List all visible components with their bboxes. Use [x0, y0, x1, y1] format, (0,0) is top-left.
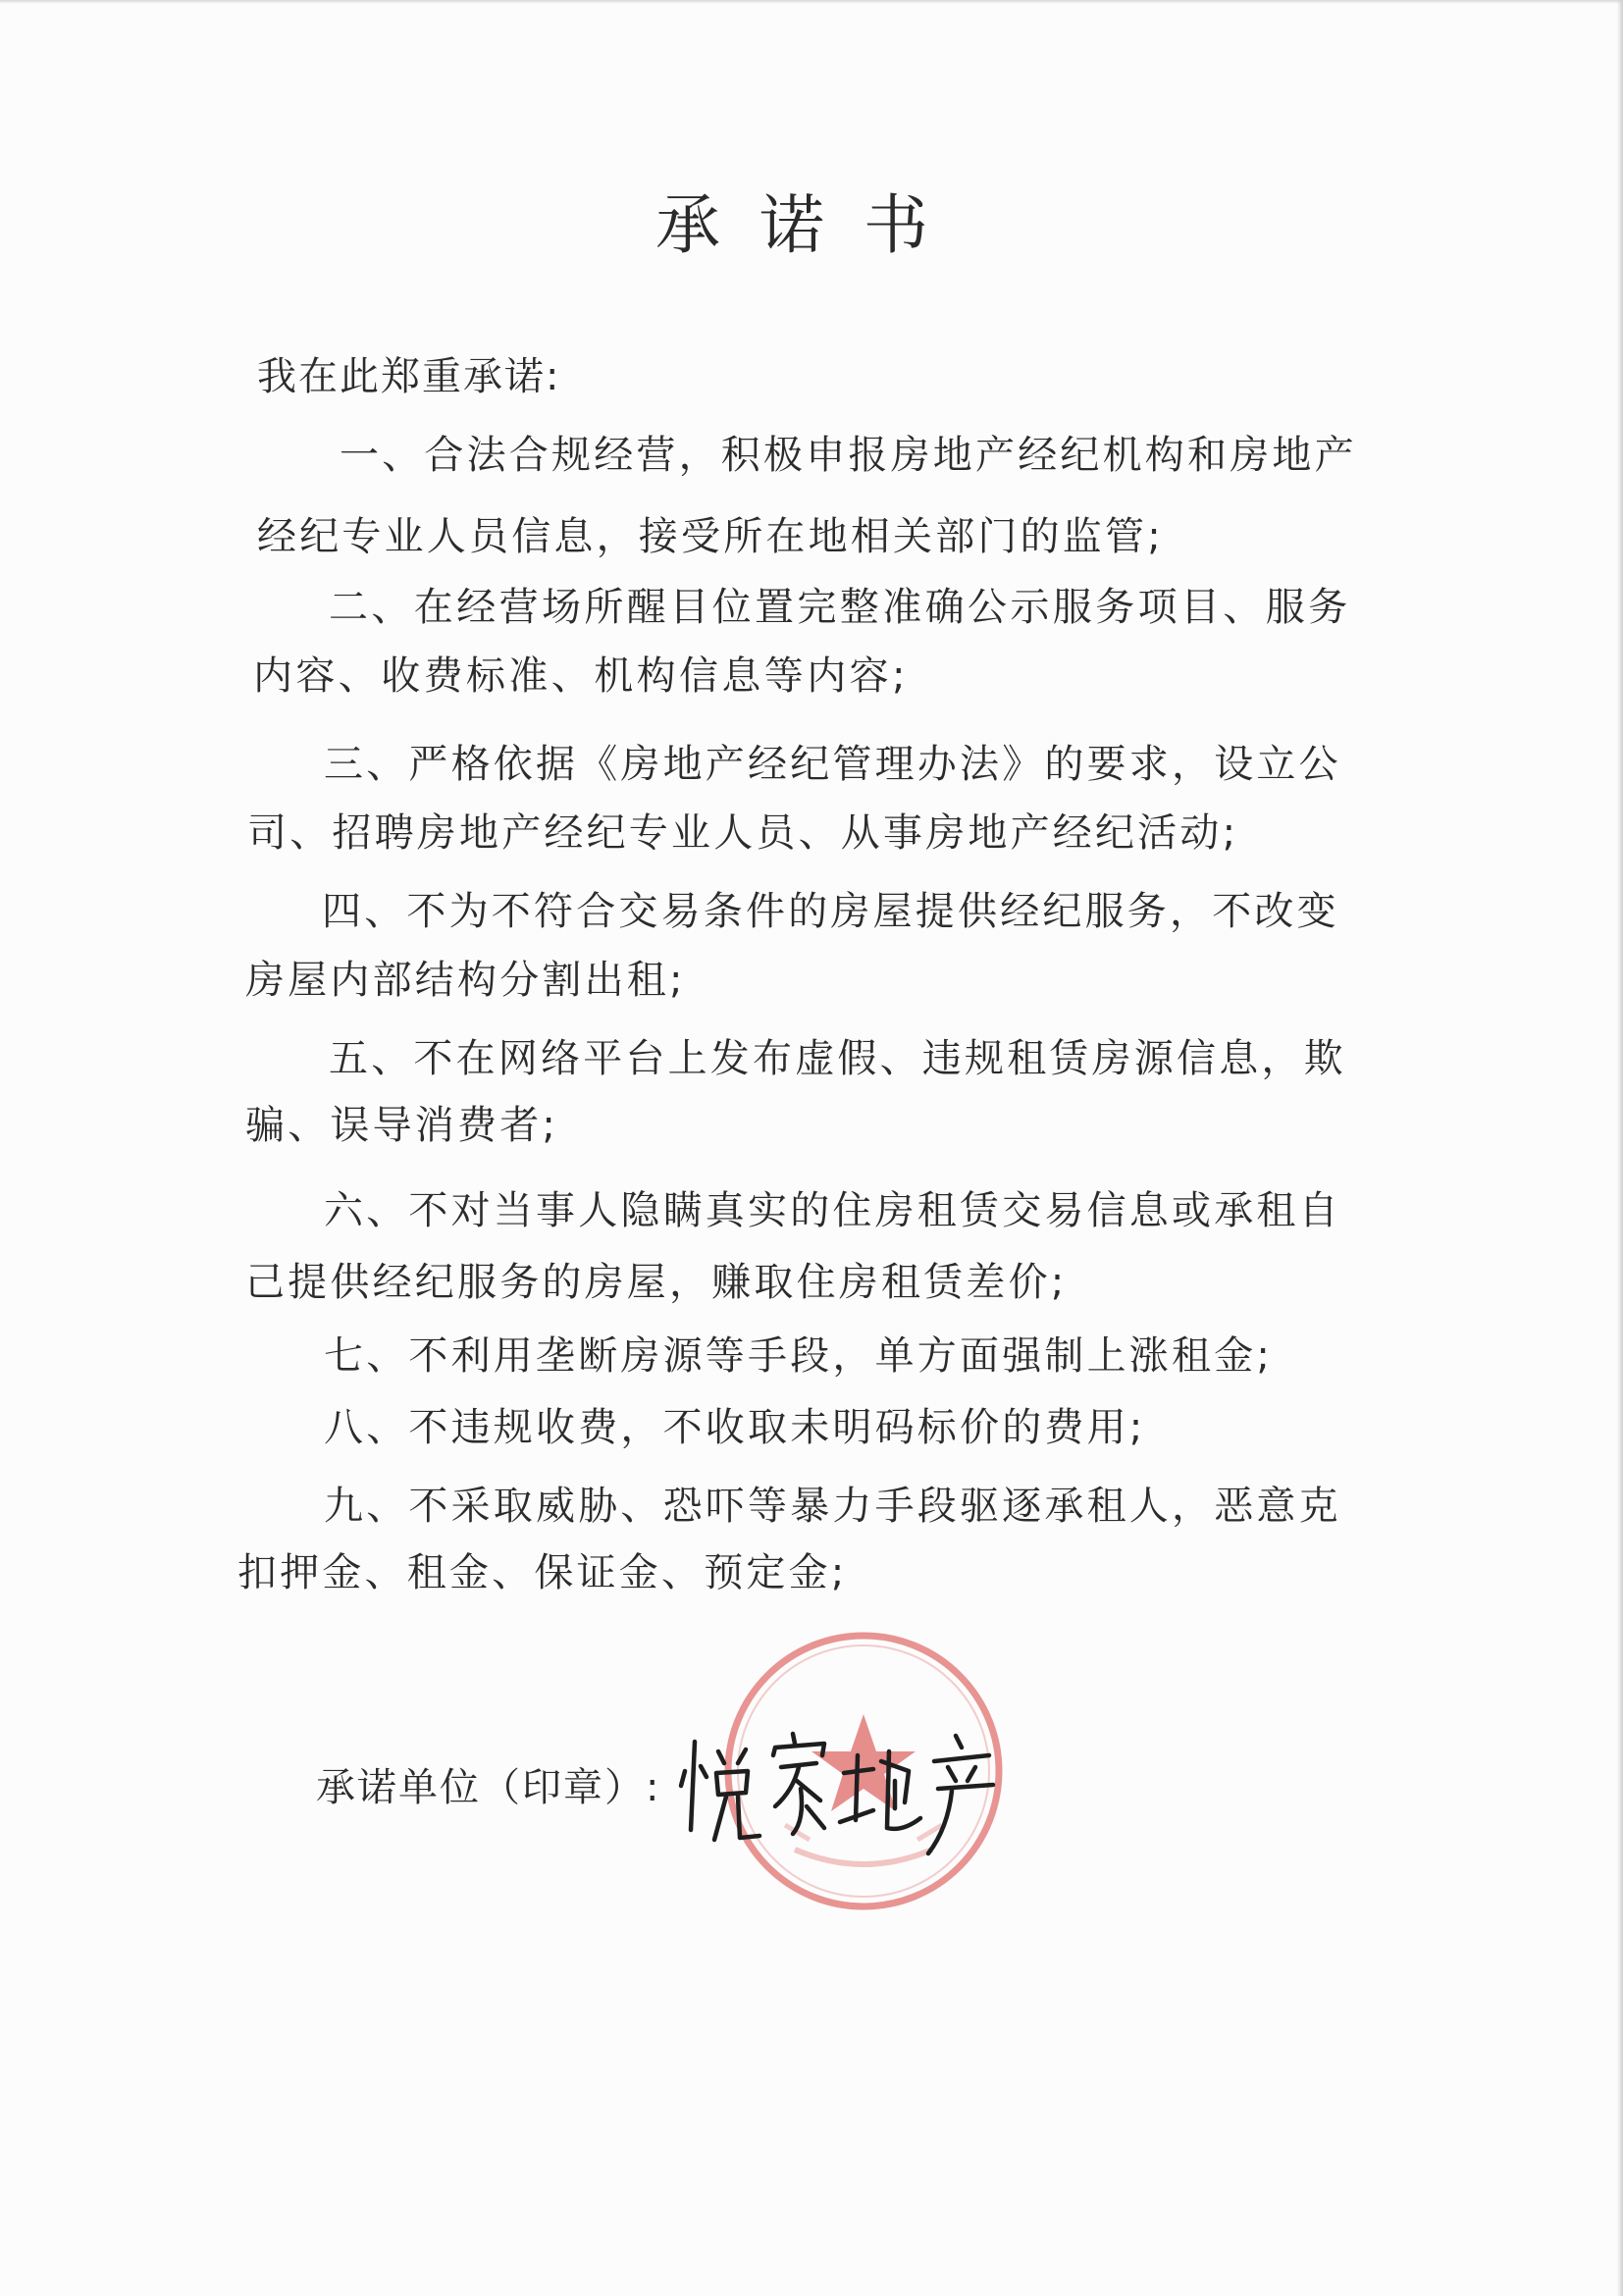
item-6-line-2: 己提供经纪服务的房屋，赚取住房租赁差价; [245, 1260, 1068, 1305]
item-3-line-1: 三、严格依据《房地产经纪管理办法》的要求，设立公 [324, 742, 1341, 787]
item-1-line-2: 经纪专业人员信息，接受所在地相关部门的监管; [257, 514, 1164, 559]
signature-label: 承诺单位（印章）: [316, 1765, 661, 1810]
item-4-line-2: 房屋内部结构分割出租; [245, 958, 686, 1003]
item-5-line-1: 五、不在网络平台上发布虚假、违规租赁房源信息，欺 [329, 1036, 1346, 1081]
item-2-line-2: 内容、收费标准、机构信息等内容; [253, 653, 909, 699]
item-6-line-1: 六、不对当事人隐瞒真实的住房租赁交易信息或承租自 [324, 1188, 1341, 1233]
item-9-line-1: 九、不采取威胁、恐吓等暴力手段驱逐承租人，恶意克 [324, 1484, 1341, 1529]
item-7-line-1: 七、不利用垄断房源等手段，单方面强制上涨租金; [324, 1333, 1274, 1379]
item-8-line-1: 八、不违规收费，不收取未明码标价的费用; [324, 1405, 1146, 1450]
item-3-line-2: 司、招聘房地产经纪专业人员、从事房地产经纪活动; [247, 810, 1239, 856]
item-9-line-2: 扣押金、租金、保证金、预定金; [237, 1550, 848, 1595]
document-title: 承诺书 [655, 187, 968, 263]
item-5-line-2: 骗、误导消费者; [245, 1103, 559, 1148]
handwritten-signature-icon [677, 1712, 1001, 1869]
item-1-line-1: 一、合法合规经营，积极申报房地产经纪机构和房地产 [340, 433, 1357, 478]
scan-edge-right [1617, 0, 1623, 2296]
intro-text: 我在此郑重承诺: [257, 354, 561, 399]
item-2-line-1: 二、在经营场所醒目位置完整准确公示服务项目、服务 [329, 585, 1351, 630]
scan-edge-top [0, 0, 1623, 4]
item-4-line-1: 四、不为不符合交易条件的房屋提供经纪服务，不改变 [322, 889, 1339, 934]
